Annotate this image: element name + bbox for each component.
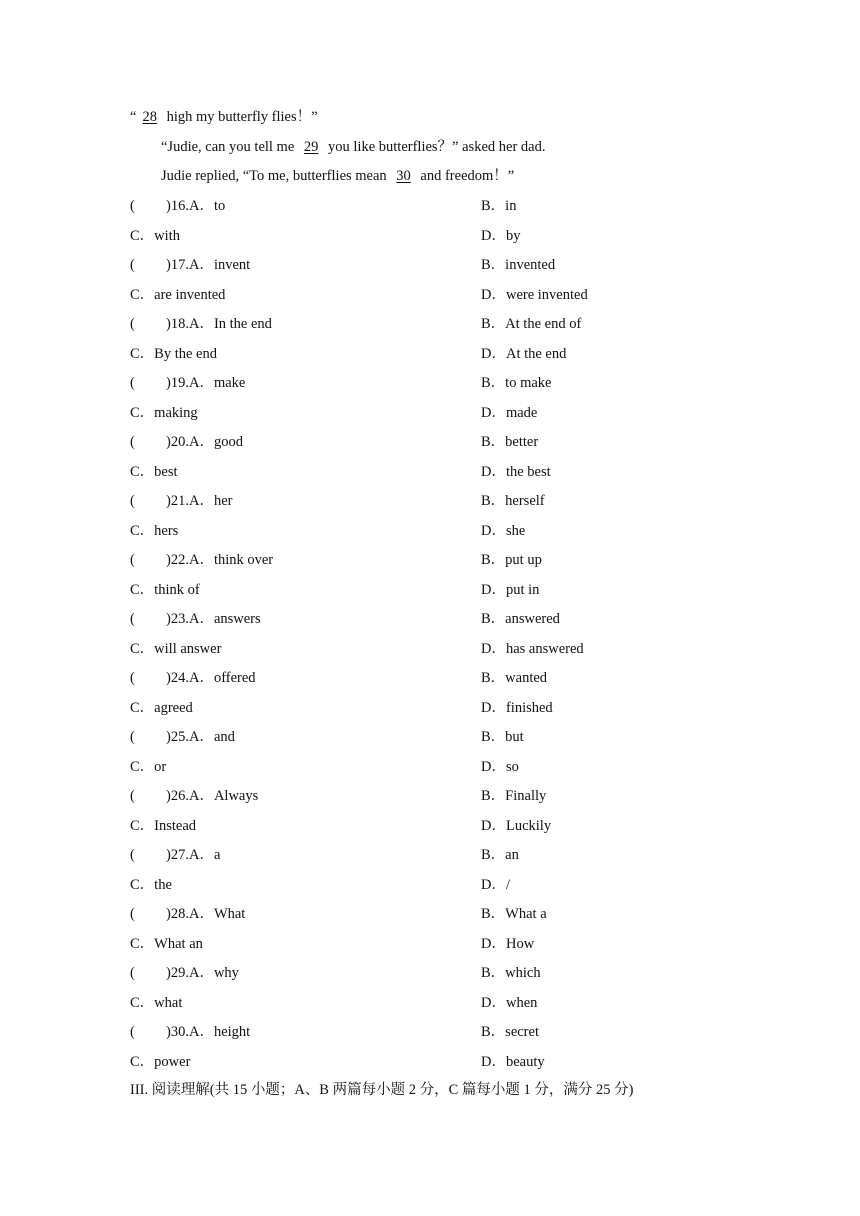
option-c[interactable]: C．By the end [130, 345, 217, 362]
passage-text: “Judie, can you tell me [161, 139, 298, 155]
option-c[interactable]: C．power [130, 1053, 191, 1070]
option-d[interactable]: D．were invented [481, 286, 588, 303]
question-row [0, 342, 860, 364]
question-row [0, 814, 860, 836]
option-b[interactable]: B．answered [481, 611, 560, 627]
passage-text: you like butterflies？” asked her dad. [324, 139, 546, 155]
answer-paren-close: ) [166, 1024, 171, 1040]
question-row [0, 1050, 860, 1072]
blank-number: 30 [396, 168, 411, 184]
question-row [0, 371, 860, 393]
passage-text: high my butterfly flies！” [162, 109, 318, 125]
answer-paren[interactable]: ( [130, 788, 135, 804]
answer-paren[interactable]: ( [130, 257, 135, 273]
blank-number: 28 [142, 109, 157, 125]
option-d[interactable]: D．beauty [481, 1053, 545, 1070]
option-a-cell [130, 371, 245, 392]
option-b[interactable]: B．Finally [481, 788, 547, 804]
option-c[interactable]: C．making [130, 404, 198, 421]
option-a-cell [130, 902, 245, 923]
option-d[interactable]: D．At the end [481, 345, 567, 362]
option-a-cell [130, 1020, 250, 1041]
question-row [0, 755, 860, 777]
question-row [0, 194, 860, 216]
question-number: 19. [170, 375, 189, 391]
option-a-cell [130, 312, 272, 333]
option-d[interactable]: D．when [481, 994, 538, 1011]
option-b[interactable]: B．to make [481, 375, 552, 391]
answer-paren[interactable]: ( [130, 906, 135, 922]
answer-paren-close: ) [166, 965, 171, 981]
section-heading: III. 阅读理解(共 15 小题；A、B 两篇每小题 2 分，C 篇每小题 1 分，满分 25 分) [130, 1082, 634, 1098]
answer-paren[interactable]: ( [130, 552, 135, 568]
question-row [0, 607, 860, 629]
answer-paren[interactable]: ( [130, 670, 135, 686]
answer-paren[interactable]: ( [130, 1024, 135, 1040]
question-row [0, 932, 860, 954]
option-c[interactable]: C．or [130, 758, 167, 775]
question-row [0, 666, 860, 688]
question-row [0, 312, 860, 334]
option-d[interactable]: D．How [481, 935, 535, 952]
question-row [0, 902, 860, 924]
question-row [0, 991, 860, 1013]
option-c[interactable]: C．with [130, 227, 180, 244]
option-a-cell [130, 961, 239, 982]
option-b[interactable]: B．herself [481, 493, 545, 509]
question-number: 23. [170, 611, 189, 627]
answer-paren[interactable]: ( [130, 375, 135, 391]
option-a[interactable]: A．think over [188, 552, 274, 568]
option-c[interactable]: C．agreed [130, 699, 193, 716]
question-row [0, 489, 860, 511]
option-b[interactable]: B．secret [481, 1024, 539, 1040]
question-row [0, 725, 860, 747]
option-d[interactable]: D．made [481, 404, 538, 421]
option-a-cell [130, 725, 235, 746]
question-row [0, 784, 860, 806]
question-number: 25. [170, 729, 189, 745]
option-b[interactable]: B．What a [481, 906, 547, 922]
option-a[interactable]: A．and [188, 729, 235, 745]
answer-paren[interactable]: ( [130, 965, 135, 981]
answer-paren[interactable]: ( [130, 847, 135, 863]
option-a[interactable]: A．Always [188, 788, 259, 804]
option-d[interactable]: D．has answered [481, 640, 584, 657]
answer-paren-close: ) [166, 906, 171, 922]
option-c[interactable]: C．best [130, 463, 178, 480]
answer-paren[interactable]: ( [130, 316, 135, 332]
option-c[interactable]: C．think of [130, 581, 200, 598]
option-b[interactable]: B．an [481, 847, 519, 863]
option-a-cell [130, 194, 225, 215]
option-c[interactable]: C．the [130, 876, 172, 893]
option-a-cell [130, 430, 243, 451]
answer-paren-close: ) [166, 847, 171, 863]
option-b[interactable]: B．better [481, 434, 539, 450]
option-a-cell [130, 489, 232, 510]
option-d[interactable]: D．Luckily [481, 817, 552, 834]
option-d[interactable]: D．/ [481, 876, 510, 893]
question-number: 18. [170, 316, 189, 332]
answer-paren-close: ) [166, 257, 171, 273]
answer-paren[interactable]: ( [130, 198, 135, 214]
option-b[interactable]: B．At the end of [481, 316, 582, 332]
question-row [0, 696, 860, 718]
question-number: 27. [170, 847, 189, 863]
option-a[interactable]: A．offered [188, 670, 256, 686]
question-row [0, 519, 860, 541]
option-d[interactable]: D．finished [481, 699, 553, 716]
question-row [0, 873, 860, 895]
option-b[interactable]: B．put up [481, 552, 542, 568]
question-number: 21. [170, 493, 189, 509]
question-row [0, 401, 860, 423]
option-a[interactable]: A．invent [188, 257, 251, 273]
option-a[interactable]: A．answers [188, 611, 261, 627]
answer-paren-close: ) [166, 375, 171, 391]
question-number: 28. [170, 906, 189, 922]
question-row [0, 1020, 860, 1042]
answer-paren-close: ) [166, 198, 171, 214]
passage-text: “ [130, 109, 137, 125]
option-a-cell [130, 253, 250, 274]
question-row [0, 548, 860, 570]
answer-paren[interactable]: ( [130, 729, 135, 745]
answer-paren[interactable]: ( [130, 493, 135, 509]
answer-paren-close: ) [166, 670, 171, 686]
question-row [0, 637, 860, 659]
answer-paren-close: ) [166, 434, 171, 450]
option-a-cell [130, 666, 256, 687]
question-number: 24. [170, 670, 189, 686]
option-d[interactable]: D．the best [481, 463, 551, 480]
question-number: 29. [170, 965, 189, 981]
option-a[interactable]: A．In the end [188, 316, 272, 332]
answer-paren[interactable]: ( [130, 434, 135, 450]
option-c[interactable]: C．What an [130, 935, 203, 952]
option-a[interactable]: A．good [188, 434, 243, 450]
question-row [0, 843, 860, 865]
passage-text: and freedom！” [416, 168, 515, 184]
question-number: 26. [170, 788, 189, 804]
option-a-cell [130, 784, 258, 805]
answer-paren-close: ) [166, 316, 171, 332]
question-row [0, 283, 860, 305]
answer-paren-close: ) [166, 788, 171, 804]
question-row [0, 961, 860, 983]
answer-paren[interactable]: ( [130, 611, 135, 627]
passage-line-29 [161, 135, 545, 156]
option-a-cell [130, 548, 273, 569]
option-c[interactable]: C．what [130, 994, 183, 1011]
option-a[interactable]: A．What [188, 906, 246, 922]
option-c[interactable]: C．are invented [130, 286, 226, 303]
question-number: 17. [170, 257, 189, 273]
answer-paren-close: ) [166, 729, 171, 745]
option-a-cell [130, 607, 261, 628]
option-a[interactable]: A．a [188, 847, 221, 863]
option-c[interactable]: C．hers [130, 522, 179, 539]
option-d[interactable]: D．by [481, 227, 521, 244]
option-b[interactable]: B．wanted [481, 670, 548, 686]
question-row [0, 578, 860, 600]
answer-paren-close: ) [166, 493, 171, 509]
passage-line-28 [130, 105, 318, 126]
answer-paren-close: ) [166, 552, 171, 568]
question-row [0, 460, 860, 482]
option-a[interactable]: A．why [188, 965, 239, 981]
option-b[interactable]: B．invented [481, 257, 556, 273]
option-a-cell [130, 843, 220, 864]
passage-text: Judie replied, “To me, butterflies mean [161, 168, 391, 184]
answer-paren-close: ) [166, 611, 171, 627]
option-c[interactable]: C．will answer [130, 640, 222, 657]
option-d[interactable]: D．put in [481, 581, 540, 598]
question-number: 22. [170, 552, 189, 568]
question-row [0, 253, 860, 275]
option-a[interactable]: A．her [188, 493, 233, 509]
option-b[interactable]: B．in [481, 198, 517, 214]
option-c[interactable]: C．Instead [130, 817, 197, 834]
question-number: 16. [170, 198, 189, 214]
option-a[interactable]: A．make [188, 375, 246, 391]
passage-line-30 [161, 164, 514, 185]
question-number: 30. [170, 1024, 189, 1040]
option-a[interactable]: A．height [188, 1024, 251, 1040]
question-row [0, 224, 860, 246]
option-b[interactable]: B．which [481, 965, 541, 981]
blank-number: 29 [303, 139, 319, 155]
option-d[interactable]: D．she [481, 522, 526, 539]
question-row [0, 430, 860, 452]
question-number: 20. [170, 434, 189, 450]
option-d[interactable]: D．so [481, 758, 519, 775]
option-a[interactable]: A．to [188, 198, 226, 214]
option-b[interactable]: B．but [481, 729, 524, 745]
